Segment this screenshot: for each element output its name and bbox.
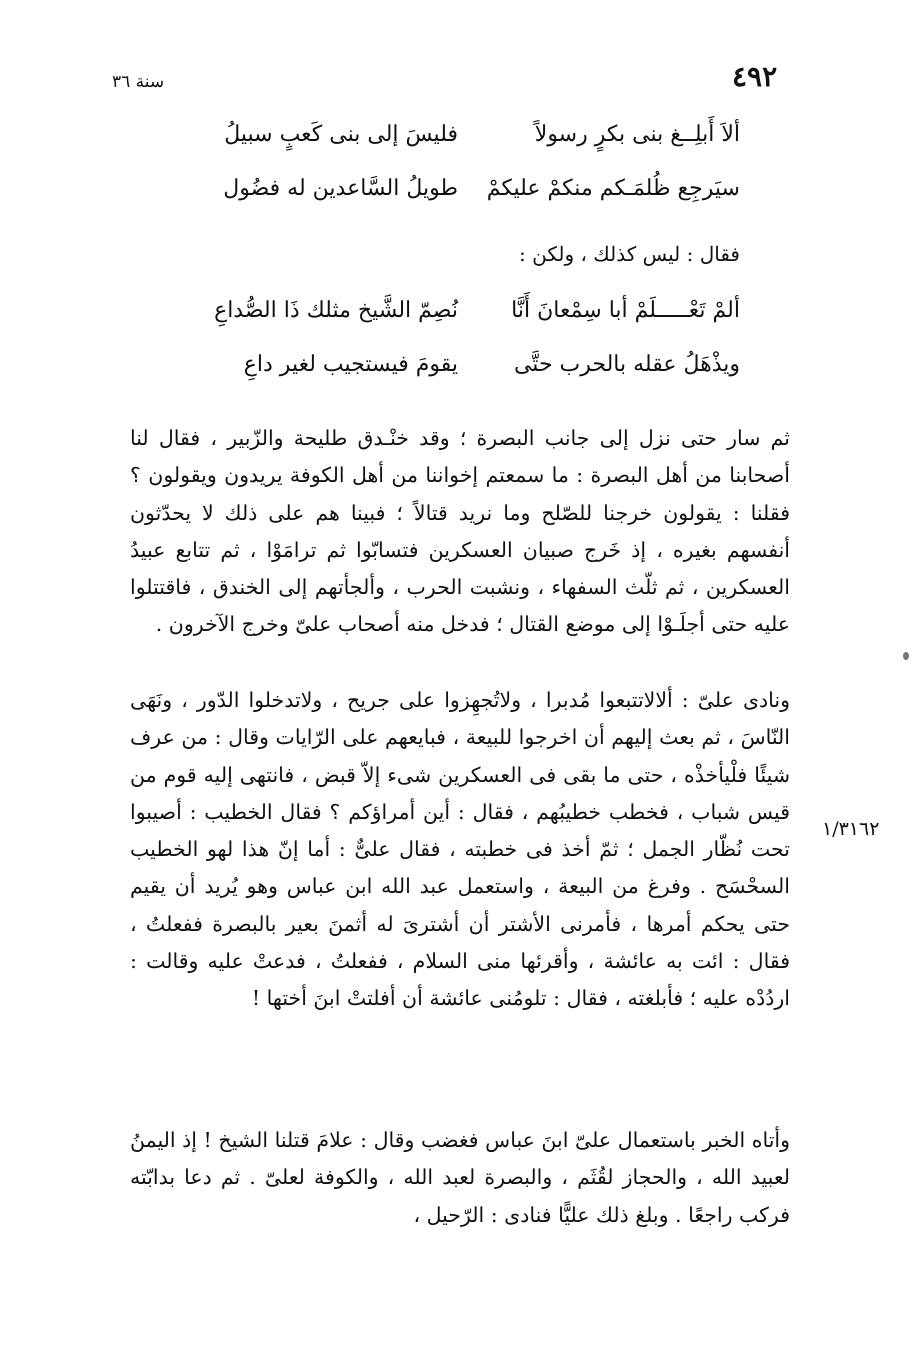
verse-1-second-hemistich: فليسَ إلى بنى كَعبٍ سبيلُ (224, 122, 458, 147)
paragraph-2: ونادى علىّ : ألالاتتبعوا مُدبرا ، ولاتُجهِزوا على جريح ، ولاتدخلوا الدّور ، ونَهَى النّاسَ ، ثم بعث إليهم أن اخرجوا للبيعة ، فبايعهم على الرّايات وقال : من عرف شيئًا فلْيأخذْه ، حتى ما بقى فى العسكرين شىء إلاّ قبض ، فانتهى إليه قوم من قيس شباب ، فخطب خطيبُهم ، فقال : أين أمراؤكم ؟ فقال الخطيب : أصيبوا تحت نُظّار الجمل ؛ ثمّ أخذ فى خطبته ، فقال علىٌّ : أما إنّ هذا لهو الخطيب السحْسَح . وفرغ من البيعة ، واستعمل عبد الله ابن عباس وهو يُريد أن يقيم حتى يحكم أمرها ، فأمرنى الأشتر أن أشترىَ له أثمنَ بعير بالبصرة ففعلتُ ، فقال : ائت به عائشة ، وأقرئها منى السلام ، ففعلتُ ، فدعتْ عليه وقالت : اردُدْه عليه ؛ فأبلغته ، فقال : تلومُنى عائشة أن أفلتتْ ابنَ أختها ! (130, 688, 790, 1011)
ink-speck (903, 652, 909, 660)
verse-3-second-hemistich: نُصِمّ الشَّيخ مثلك ذَا الصُّداعِ (214, 298, 458, 323)
page-number: ٤٩٢ (732, 60, 778, 93)
margin-reference: ١/٣١٦٢ (822, 818, 880, 840)
verse-1-first-hemistich: ألاَ أَبلِــغ بنى بكرٍ رسولاً (534, 122, 740, 147)
year-label: سنة ٣٦ (112, 72, 165, 92)
paragraph-3: وأتاه الخبر باستعمال علىّ ابنَ عباس فغضب وقال : علامَ قتلنا الشيخ ! إذ اليمنُ لعبيد الله ، والحجاز لقُثَم ، والبصرة لعبد الله ، والكوفة لعلىّ . ثم دعا بدابّته فركب راجعًا . وبلغ ذلك عليًّا فنادى : الرّحيل ، (130, 1128, 790, 1227)
paragraph-1: ثم سار حتى نزل إلى جانب البصرة ؛ وقد خنْـدق طليحة والزّبير ، فقال لنا أصحابنا من أهل البصرة : ما سمعتم إخواننا من أهل الكوفة يريدون ويقولون ؟ فقلنا : يقولون خرجنا للصّلح وما نريد قتالاً ؛ فبينا هم على ذلك لا يحدّثون أنفسهم بغيره ، إذ خَرج صبيان العسكرين فتسابّوا ثم ترامَوْا ، ثم تتابع عبيدُ العسكرين ، ثم ثلّث السفهاء ، ونشبت الحرب ، وألجأتهم إلى الخندق ، فاقتتلوا عليه حتى أجلَـوْا إلى موضع القتال ؛ فدخل منه أصحاب علىّ وخرج الآخرون . (130, 426, 790, 637)
verse-2-first-hemistich: سيَرجِع ظُلمَـكم منكمْ عليكمْ (486, 176, 740, 201)
verse-4-first-hemistich: ويذْهَلُ عقله بالحرب حتَّى (513, 352, 740, 377)
verse-4-second-hemistich: يقومَ فيستجيب لغير داعِ (243, 352, 458, 377)
verse-2-second-hemistich: طويلُ السَّاعدين له فضُول (223, 176, 458, 201)
verse-3-first-hemistich: ألمْ تَعْـــــلَمْ أبا سِمْعانَ أَنَّا (511, 298, 740, 323)
interlude-line: فقال : ليس كذلك ، ولكن : (519, 242, 740, 266)
